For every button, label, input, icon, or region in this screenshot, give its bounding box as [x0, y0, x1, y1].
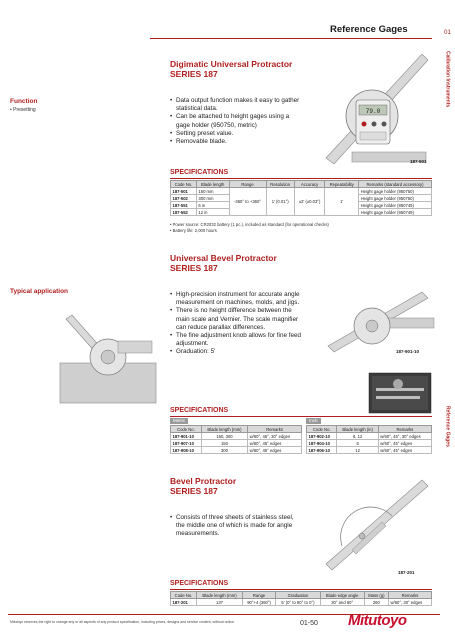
feature-item: • Setting preset value.	[170, 130, 320, 138]
product1-features	[170, 97, 320, 146]
specs3-title: SPECIFICATIONS	[170, 580, 229, 587]
footer-disclaimer: Mitutoyo reserves the right to change any or all aspects of any product specification, including prices, designs and service content, without notice.	[10, 620, 235, 624]
product2-title: Universal Bevel Protractor SERIES 187	[170, 253, 277, 273]
table-row: 187-908-10 300 w/60°, 45° edges	[171, 447, 302, 454]
product1-caption: 187-501	[410, 159, 427, 164]
metric-tag: Metric	[170, 418, 188, 424]
specs1-notes: • Power source: CR2032 battery (1 pc.), included as standard (for operational checks) • Battery life: 2,000 hours	[170, 222, 329, 233]
protractor-case-illustration	[368, 372, 432, 414]
function-sub: • Presetting	[10, 107, 36, 113]
specs3-table: Code No. Blade length (mm) Range Graduation Blade edge angle Mass (g) Remarks 187-201 137 90°+4 (360°) 5' (0° to 90° to 0°) 30° and 60° 260 w/60°, 30° edges	[170, 591, 432, 606]
feature-item: • The fine adjustment knob allows for fine feed adjustment.	[170, 332, 340, 348]
product2-caption: 187-901-10	[396, 349, 420, 354]
feature-item: • Data output function makes it easy to gather statistical data.	[170, 97, 320, 113]
bevel-protractor-illustration	[326, 290, 436, 358]
lcd-reading: 79.0	[365, 108, 381, 115]
bevel-protractor-187-201-illustration	[322, 476, 432, 572]
digimatic-protractor-illustration	[322, 48, 430, 166]
table-row: 187-904-10 6 w/60°, 45° edges	[307, 440, 432, 447]
feature-item: • Can be attached to height gages using a gage holder (950750, metric)	[170, 113, 320, 129]
table-row: 187-502 300 mm Height gage holder (950750)	[171, 195, 432, 202]
table-row: 187-552 12 in Height gage holder (950749)	[171, 209, 432, 216]
page-header-title: Reference Gages	[330, 24, 408, 35]
function-label: Function	[10, 98, 38, 105]
page-number: 01-50	[300, 620, 318, 627]
feature-item: • Removable blade.	[170, 138, 320, 146]
side-tab-calibration: Calibration Instruments	[444, 50, 451, 108]
table-row: 187-902-10 6, 12 w/60°, 45°, 30° edges	[307, 433, 432, 440]
specs3-rule	[170, 589, 432, 590]
product3-title: Bevel Protractor SERIES 187	[170, 476, 237, 496]
side-tab-reference-gages: Reference Gages	[444, 405, 451, 447]
specs2-metric-table: Code No. Blade length (mm) Remarks 187-901-10 150, 300 w/60°, 45°, 30° edges 187-907-10 150 w/60°, 45° edges 187-908-10 300 w/60°, 45° edges	[170, 425, 302, 454]
typical-application-illustration	[58, 295, 158, 405]
product3-features	[170, 514, 320, 539]
table-row: 187-551 6 in Height gage holder (950749)	[171, 202, 432, 209]
table-row: 187-906-10 12 w/60°, 45° edges	[307, 447, 432, 454]
specs1-table: Code No. Blade length Range Resolution Accuracy Repeatability Remarks (standard accessory) 187-501 150 mm -360° to +360° 1' (0.01°) ±2' (±0.03°) 1' Height gage holder (950750) 187-502 300 mm Height gage holder (950750) 187-551 6 in Height gage holder (950749) 187-552 12 in Height gage holder (950749)	[170, 180, 432, 216]
specs2-rule	[170, 416, 432, 417]
table-row: 187-501 150 mm -360° to +360° 1' (0.01°) ±2' (±0.03°) 1' Height gage holder (950750)	[171, 188, 432, 195]
brand-logo: Mitutoyo	[348, 612, 407, 629]
inch-tag: Inch	[306, 418, 321, 424]
product1-title: Digimatic Universal Protractor SERIES 187	[170, 59, 293, 79]
feature-item: • There is no height difference between the main scale and Vernier. The scale magnifier can reduce parallax differences.	[170, 307, 340, 332]
specs1-rule	[170, 178, 432, 179]
table-row: 187-201 137 90°+4 (360°) 5' (0° to 90° to 0°) 30° and 60° 260 w/60°, 30° edges	[171, 599, 432, 606]
feature-item: • Graduation: 5'	[170, 348, 340, 356]
specs2-title: SPECIFICATIONS	[170, 407, 229, 414]
table-row: 187-907-10 150 w/60°, 45° edges	[171, 440, 302, 447]
table-row: 187-901-10 150, 300 w/60°, 45°, 30° edges	[171, 433, 302, 440]
feature-item: • High-precision instrument for accurate angle measurement on machines, molds, and jigs.	[170, 291, 340, 307]
product3-caption: 187-201	[398, 570, 415, 575]
header-rule	[150, 38, 432, 39]
chapter-number: 01	[444, 30, 451, 36]
typical-application-label: Typical application	[10, 288, 69, 295]
specs2-inch-table: Code No. Blade length (in) Remarks 187-902-10 6, 12 w/60°, 45°, 30° edges 187-904-10 6 w/60°, 45° edges 187-906-10 12 w/60°, 45° edges	[306, 425, 432, 454]
feature-item: • Consists of three sheets of stainless steel, the middle one of which is made for angle measurements.	[170, 514, 320, 539]
product2-features	[170, 291, 340, 357]
specs1-title: SPECIFICATIONS	[170, 169, 229, 176]
